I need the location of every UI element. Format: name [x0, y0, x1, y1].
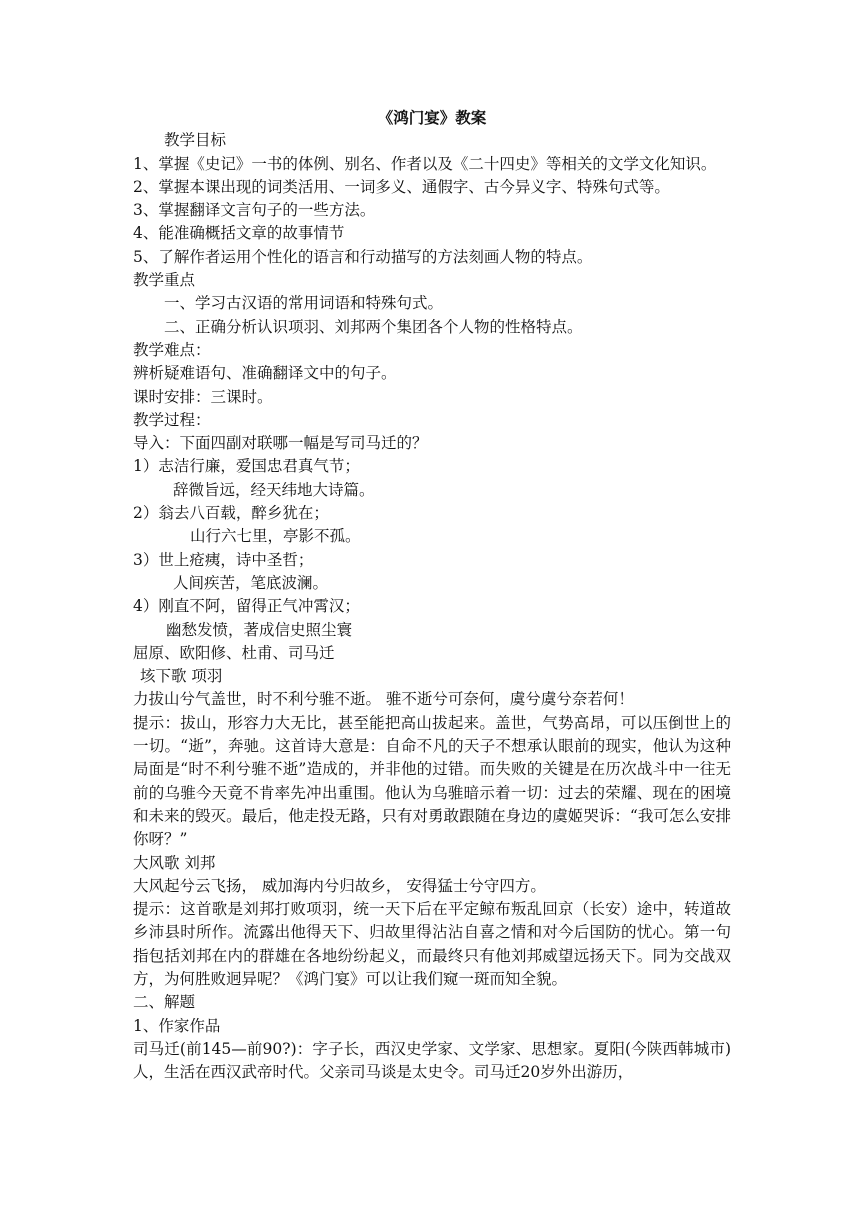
text-line: 导入：下面四副对联哪一幅是写司马迁的？	[133, 434, 428, 453]
text-line: 教学重点	[133, 271, 196, 290]
text-line: 4、能准确概括文章的故事情节	[133, 224, 345, 243]
text-line: 3、掌握翻译文言句子的一些方法。	[133, 201, 376, 220]
text-line: 山行六七里，亭影不孤。	[190, 527, 361, 546]
text-line: 力拔山兮气盖世，时不利兮骓不逝。 骓不逝兮可奈何，虞兮虞兮奈若何！	[133, 690, 634, 709]
text-line: 大风起兮云飞扬， 威加海内兮归故乡， 安得猛士兮守四方。	[133, 876, 546, 895]
text-line: 教学难点：	[133, 340, 211, 359]
text-line: 4）刚直不阿，留得正气冲霄汉；	[133, 597, 360, 616]
text-line: 3）世上疮痍，诗中圣哲；	[133, 550, 314, 569]
text-line: 辞微旨远，经天纬地大诗篇。	[173, 480, 375, 499]
text-line: 辨析疑难语句、准确翻译文中的句子。	[133, 364, 397, 383]
text-line: 5、了解作者运用个性化的语言和行动描写的方法刻画人物的特点。	[133, 247, 593, 266]
text-line: 司马迁(前145—前90?)：字子长，西汉史学家、文学家、思想家。夏阳(今陕西韩城市)人，生活在西汉武帝时代。父亲司马谈是太史令。司马迁20岁外出游历，	[133, 1039, 731, 1082]
text-line: 一、学习古汉语的常用词语和特殊句式。	[164, 294, 444, 313]
document-text	[133, 129, 731, 1084]
text-line: 2、掌握本课出现的词类活用、一词多义、通假字、古今异义字、特殊句式等。	[133, 177, 670, 196]
text-line: 垓下歌 项羽	[140, 667, 223, 686]
text-line: 教学目标	[164, 131, 227, 150]
text-line: 课时安排：三课时。	[133, 387, 273, 406]
text-line: 屈原、欧阳修、杜甫、司马迁	[133, 643, 335, 662]
text-line: 大风歌 刘邦	[133, 853, 216, 872]
text-line: 1）志洁行廉，爱国忠君真气节；	[133, 457, 360, 476]
text-line: 二、解题	[133, 993, 196, 1012]
text-line: 提示：这首歌是刘邦打败项羽，统一天下后在平定鲸布叛乱回京（长安）途中，转道故乡沛县时所作。流露出他得天下、归故里得沾沾自喜之情和对今后国防的忧心。第一句指包括刘邦在内的群雄在各地纷纷起义，而最终只有他刘邦威望远扬天下。同为交战双方，为何胜败迥异呢？《鸿门宴》可以让我们窥一斑而知全貌。	[133, 900, 731, 988]
text-line: 提示：拔山，形容力大无比，甚至能把高山拔起来。盖世，气势高昂，可以压倒世上的一切。“逝”，奔驰。这首诗大意是：自命不凡的天子不想承认眼前的现实，他认为这种局面是“时不利兮骓不逝”造成的，并非他的过错。而失败的关键是在历次战斗中一往无前的乌骓今天竟不肯率先冲出重围。他认为乌骓暗示着一切：过去的荣耀、现在的困境和未来的毁灭。最后，他走投无路，只有对勇敢跟随在身边的虞姬哭诉：“我可怎么安排你呀？”	[133, 713, 731, 849]
text-line: 二、正确分析认识项羽、刘邦两个集团各个人物的性格特点。	[164, 317, 583, 336]
text-line: 2）翁去八百载，醉乡犹在；	[133, 504, 329, 523]
text-line: 幽愁发愤，著成信史照尘寰	[166, 620, 353, 639]
text-line: 1、作家作品	[133, 1016, 221, 1035]
document-title: 《鸿门宴》教案	[377, 108, 487, 127]
document-body	[133, 106, 731, 1084]
text-line: 教学过程：	[133, 410, 211, 429]
text-line: 人间疾苦，笔底波澜。	[173, 573, 329, 592]
text-line: 1、掌握《史记》一书的体例、别名、作者以及《二十四史》等相关的文学文化知识。	[133, 154, 717, 173]
